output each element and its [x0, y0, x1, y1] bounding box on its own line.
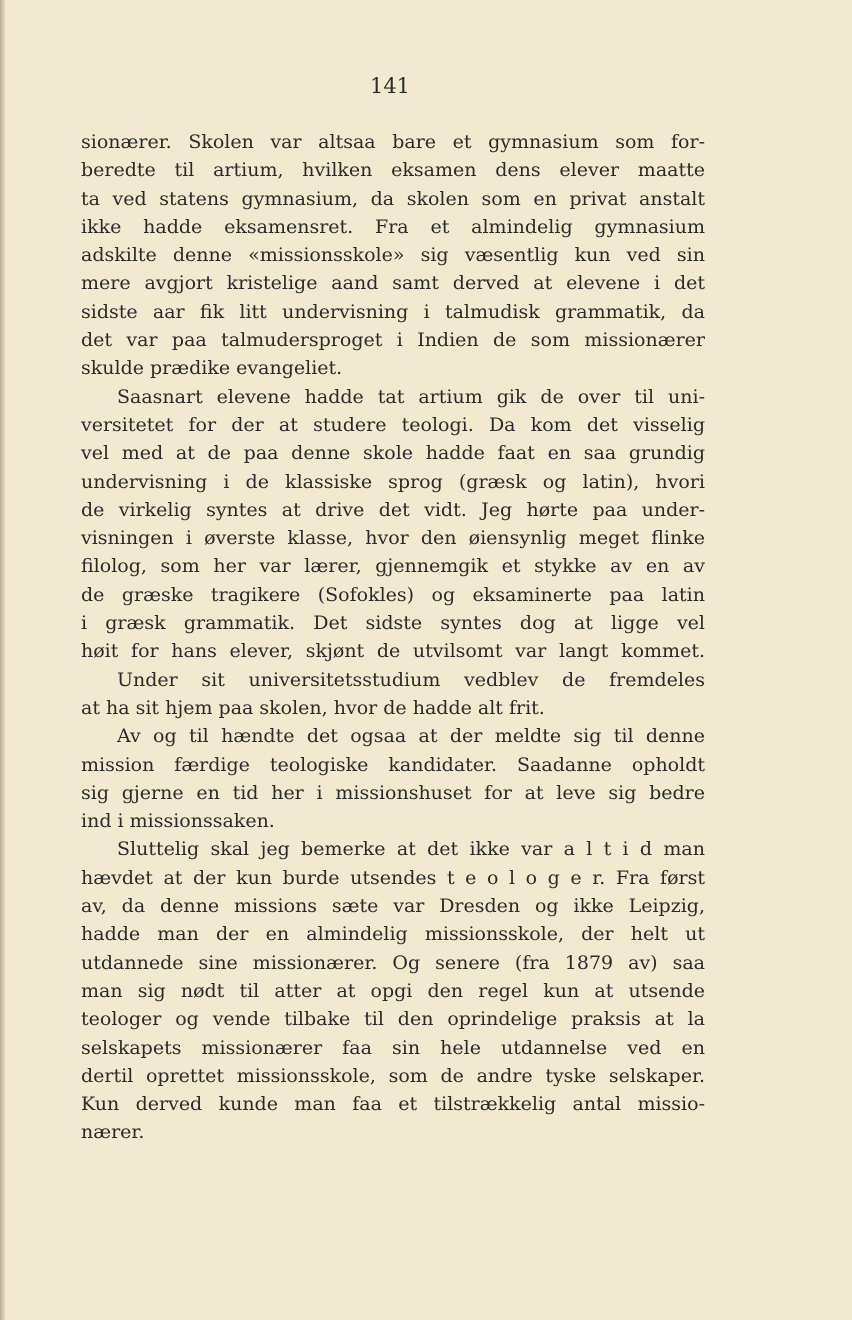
text-line: utdannede sine missionærer. Og senere (fra 1879 av) saa — [81, 951, 705, 974]
text-line: Saasnart elevene hadde tat artium gik de over til uni- — [117, 385, 705, 408]
text-line: hævdet at der kun burde utsendes t e o l o g e r. Fra først — [81, 866, 705, 889]
text-line: ikke hadde eksamensret. Fra et almindelig gymnasium — [81, 215, 705, 238]
text-line: mission færdige teologiske kandidater. Saadanne opholdt — [81, 753, 705, 776]
text-line: nærer. — [81, 1121, 145, 1144]
text-line: de græske tragikere (Sofokles) og eksaminerte paa latin — [81, 583, 705, 606]
text-line: Kun derved kunde man faa et tilstrækkelig antal missio- — [81, 1093, 705, 1116]
text-line: det var paa talmudersproget i Indien de som missionærer — [81, 329, 705, 352]
text-line: ind i missionssaken. — [81, 810, 275, 833]
text-line: adskilte denne «missionsskole» sig væsentlig kun ved sin — [81, 244, 705, 267]
text-line: Av og til hændte det ogsaa at der meldte sig til denne — [117, 725, 705, 748]
text-line: høit for hans elever, skjønt de utvilsomt var langt kommet. — [81, 640, 705, 663]
text-line: av, da denne missions sæte var Dresden og ikke Leipzig, — [81, 895, 705, 918]
text-line: sionærer. Skolen var altsaa bare et gymnasium som for- — [81, 131, 705, 153]
text-line: i græsk grammatik. Det sidste syntes dog at ligge vel — [81, 612, 705, 635]
text-line: Sluttelig skal jeg bemerke at det ikke var a l t i d man — [117, 838, 705, 861]
text-line: de virkelig syntes at drive det vidt. Jeg hørte paa under- — [81, 498, 705, 521]
text-line: selskapets missionærer faa sin hele utdannelse ved en — [81, 1036, 705, 1059]
text-line: teologer og vende tilbake til den oprindelige praksis at la — [81, 1008, 705, 1031]
text-line: visningen i øverste klasse, hvor den øiensynlig meget flinke — [81, 527, 705, 550]
text-line: at ha sit hjem paa skolen, hvor de hadde alt frit. — [81, 696, 545, 719]
text-line: vel med at de paa denne skole hadde faat en saa grundig — [81, 442, 705, 465]
page-number: 141 — [369, 74, 411, 98]
text-line: hadde man der en almindelig missionsskole, der helt ut — [81, 923, 705, 946]
text-line: beredte til artium, hvilken eksamen dens elever maatte — [81, 159, 705, 182]
text-line: mere avgjort kristelige aand samt derved at elevene i det — [81, 272, 705, 295]
text-line: skulde prædike evangeliet. — [81, 357, 343, 380]
text-line: sidste aar fik litt undervisning i talmudisk grammatik, da — [81, 300, 705, 323]
page-spine-edge — [0, 0, 5, 1320]
text-line: versitetet for der at studere teologi. Da kom det visselig — [81, 413, 705, 436]
text-line: undervisning i de klassiske sprog (græsk og latin), hvori — [81, 470, 705, 493]
body-text — [81, 128, 705, 1147]
text-line: ta ved statens gymnasium, da skolen som en privat anstalt — [81, 187, 705, 210]
text-line: sig gjerne en tid her i missionshuset for at leve sig bedre — [81, 781, 705, 804]
text-line: man sig nødt til atter at opgi den regel kun at utsende — [81, 979, 705, 1002]
text-line: dertil oprettet missionsskole, som de andre tyske selskaper. — [81, 1064, 705, 1087]
text-line: Under sit universitetsstudium vedblev de fremdeles — [117, 668, 705, 691]
text-line: filolog, som her var lærer, gjennemgik et stykke av en av — [81, 555, 705, 578]
